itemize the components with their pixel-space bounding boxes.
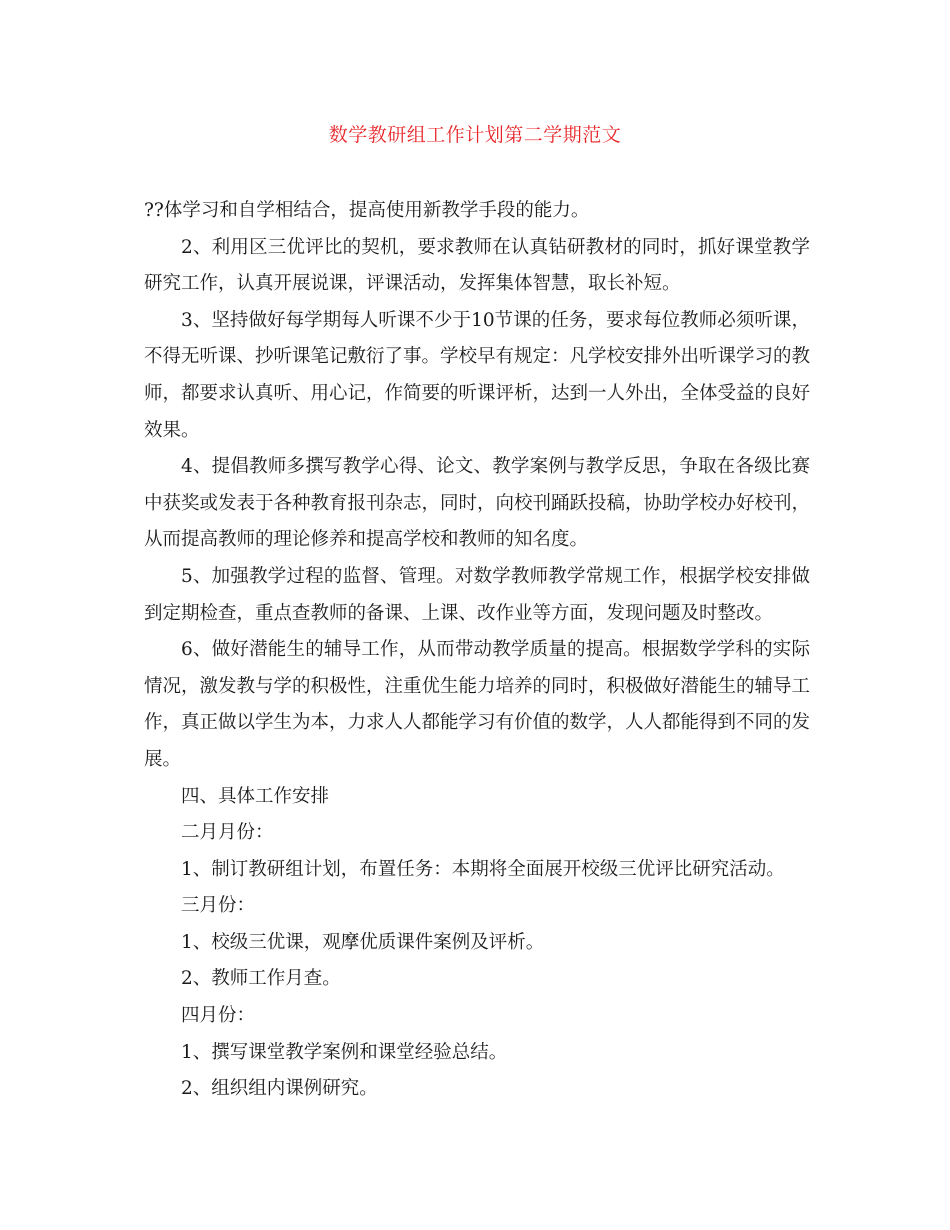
month-heading-april: 四月份： <box>181 1005 256 1027</box>
month-heading-march: 三月份： <box>181 895 256 917</box>
march-item-2: 2、教师工作月查。 <box>181 968 341 990</box>
april-item-2: 2、组织组内课例研究。 <box>181 1078 378 1100</box>
april-item-1: 1、撰写课堂教学案例和课堂经验总结。 <box>181 1041 508 1063</box>
paragraph-item-4: 4、提倡教师多撰写教学心得、论文、教学案例与教学反思，争取在各级比赛中获奖或发表于各种教育报刊杂志，同时，向校刊踊跃投稿，协助学校办好校刊，从而提高教师的理论修养和提高学校和教师的知名度。 <box>144 456 811 551</box>
month-heading-february: 二月月份： <box>181 822 274 844</box>
paragraph-item-3: 3、坚持做好每学期每人听课不少于10节课的任务，要求每位教师必须听课，不得无听课、抄听课笔记敷衍了事。学校早有规定：凡学校安排外出听课学习的教师，都要求认真听、用心记，作简要的听课评析，达到一人外出，全体受益的良好效果。 <box>144 309 811 441</box>
march-item-1: 1、校级三优课，观摩优质课件案例及评析。 <box>181 931 545 953</box>
document-title: 数学教研组工作计划第二学期范文 <box>328 124 622 146</box>
paragraph-continuation: ??体学习和自学相结合，提高使用新教学手段的能力。 <box>144 200 590 221</box>
february-item-1: 1、制订教研组计划，布置任务：本期将全面展开校级三优评比研究活动。 <box>181 858 785 880</box>
paragraph-item-2: 2、利用区三优评比的契机，要求教师在认真钻研教材的同时，抓好课堂教学研究工作，认真开展说课，评课活动，发挥集体智慧，取长补短。 <box>144 236 810 295</box>
document-body <box>144 193 810 1108</box>
paragraph-item-5: 5、加强教学过程的监督、管理。对数学教师教学常规工作，根据学校安排做到定期检查，重点查教师的备课、上课、改作业等方面，发现问题及时整改。 <box>144 565 810 624</box>
paragraph-item-6: 6、做好潜能生的辅导工作，从而带动教学质量的提高。根据数学学科的实际情况，激发教与学的积极性，注重优生能力培养的同时，积极做好潜能生的辅导工作，真正做以学生为本，力求人人都能学习有价值的数学，人人都能得到不同的发展。 <box>144 639 811 770</box>
section-heading-schedule: 四、具体工作安排 <box>181 785 330 807</box>
